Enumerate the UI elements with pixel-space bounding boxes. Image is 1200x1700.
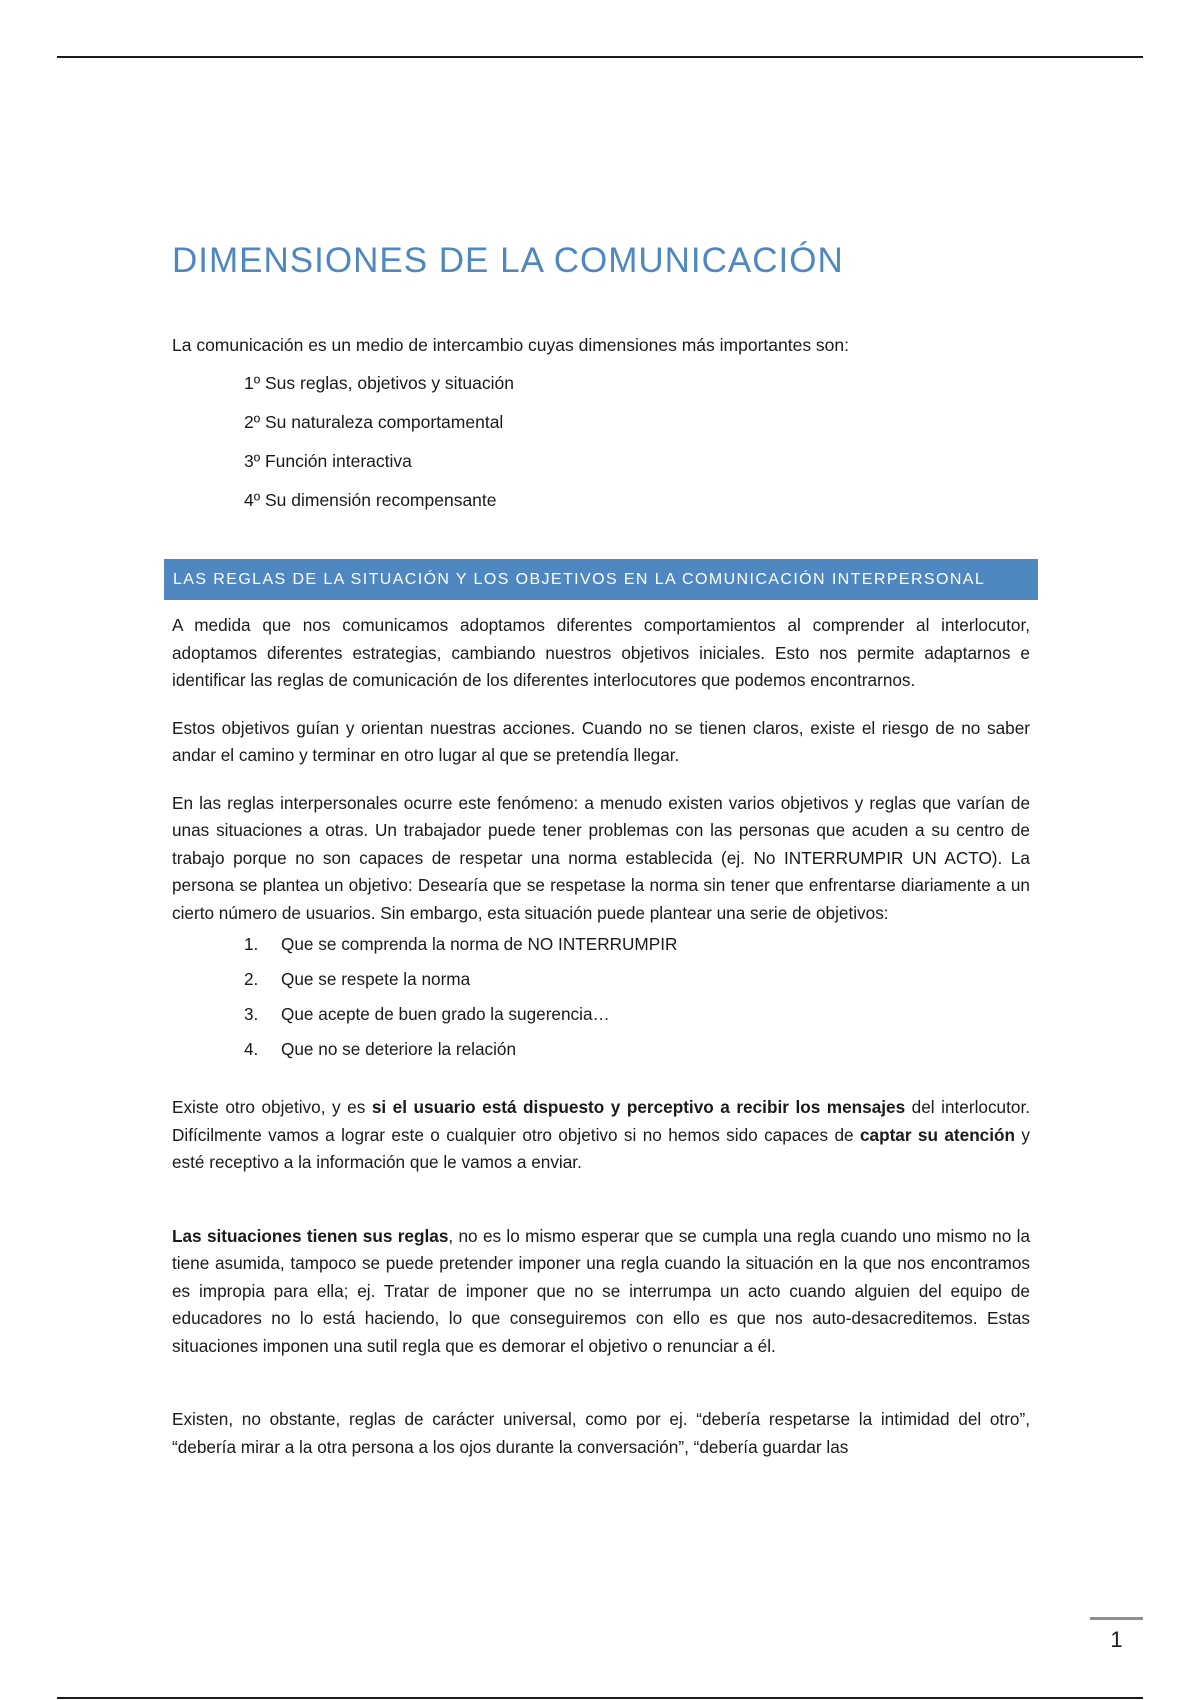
section-heading (164, 559, 1038, 600)
footer-rule (57, 1697, 1143, 1699)
paragraph-4-bold: captar su atención (859, 1124, 1016, 1145)
dimension-item: 3º Función interactiva (244, 451, 412, 471)
paragraph-4-text: y esté receptivo a la información que le vamos a enviar. (172, 1124, 1030, 1172)
paragraph-5 (172, 1223, 1030, 1361)
header-rule (57, 56, 1143, 58)
objective-text: Que se respete la norma (281, 969, 471, 989)
page-title: DIMENSIONES DE LA COMUNICACIÓN (172, 241, 844, 280)
objective-text: Que no se deteriore la relación (281, 1039, 517, 1059)
section-heading-text: LAS REGLAS DE LA SITUACIÓN Y LOS OBJETIVOS EN LA COMUNICACIÓN INTERPERSONAL (173, 570, 986, 588)
paragraph-4-bold: si el usuario está dispuesto y perceptivo a recibir los mensajes (371, 1097, 906, 1117)
intro-paragraph: La comunicación es un medio de intercambio cuyas dimensiones más importantes son: (172, 335, 850, 355)
paragraph-5-bold: Las situaciones tienen sus reglas (172, 1225, 449, 1246)
objective-item (172, 933, 1030, 955)
dimensions-list (244, 372, 1030, 511)
paragraph-4-text: del interlocutor. Difícilmente vamos a lograr este o cualquier otro objetivo si no hemos sido capaces de (172, 1097, 1030, 1145)
paragraph-1: A medida que nos comunicamos adoptamos diferentes comportamientos al comprender al interlocutor, adoptamos diferentes estrategias, cambiando nuestros objetivos iniciales. Esto nos permite adaptarnos e identificar las reglas de comunicación de los diferentes interlocutores que podemos encontrarnos. (172, 615, 1030, 690)
paragraph-4-text: Existe otro objetivo, y es (172, 1097, 372, 1117)
dimension-item: 4º Su dimensión recompensante (244, 490, 497, 510)
paragraph-2: Estos objetivos guían y orientan nuestras acciones. Cuando no se tienen claros, existe el riesgo de no saber andar el camino y terminar en otro lugar al que se pretendía llegar. (172, 717, 1030, 765)
objective-item (172, 1038, 1030, 1060)
objective-number: 1. (244, 934, 259, 954)
objectives-list (172, 933, 1030, 1060)
objective-number: 3. (244, 1004, 259, 1024)
objective-text: Que acepte de buen grado la sugerencia… (281, 1004, 610, 1024)
dimension-item: 1º Sus reglas, objetivos y situación (244, 373, 515, 393)
document-body (172, 238, 1030, 1461)
objective-item (172, 968, 1030, 990)
dimension-item: 2º Su naturaleza comportamental (244, 412, 504, 432)
objective-text: Que se comprenda la norma de NO INTERRUMPIR (281, 934, 678, 954)
objective-number: 2. (244, 969, 259, 989)
page-number: 1 (1110, 1627, 1123, 1652)
page-number-rule (1090, 1617, 1143, 1620)
paragraph-4 (172, 1094, 1030, 1177)
paragraph-5-text: , no es lo mismo esperar que se cumpla una regla cuando uno mismo no la tiene asumida, tampoco se puede pretender imponer una regla cuando la situación en la que nos encontramos es impropia para ella; ej. Tratar de imponer que no se interrumpa un acto cuando alguien del equipo de educadores no lo está haciendo, lo que conseguiremos con ello es que nos auto-desacreditemos. Estas situaciones imponen una sutil regla que es demorar el objetivo o renunciar a él. (172, 1225, 1030, 1356)
objective-number: 4. (244, 1039, 259, 1059)
paragraph-6: Existen, no obstante, reglas de carácter universal, como por ej. “debería respetarse la intimidad del otro”, “debería mirar a la otra persona a los ojos durante la conversación”, “debería guardar las (172, 1409, 1030, 1457)
objective-item (172, 1003, 1030, 1025)
paragraph-3: En las reglas interpersonales ocurre este fenómeno: a menudo existen varios objetivos y reglas que varían de unas situaciones a otras. Un trabajador puede tener problemas con las personas que acuden a su centro de trabajo porque no son capaces de respetar una norma establecida (ej. No INTERRUMPIR UN ACTO). La persona se plantea un objetivo: Desearía que se respetase la norma sin tener que enfrentarse diariamente a un cierto número de usuarios. Sin embargo, esta situación puede plantear una serie de objetivos: (172, 792, 1030, 923)
